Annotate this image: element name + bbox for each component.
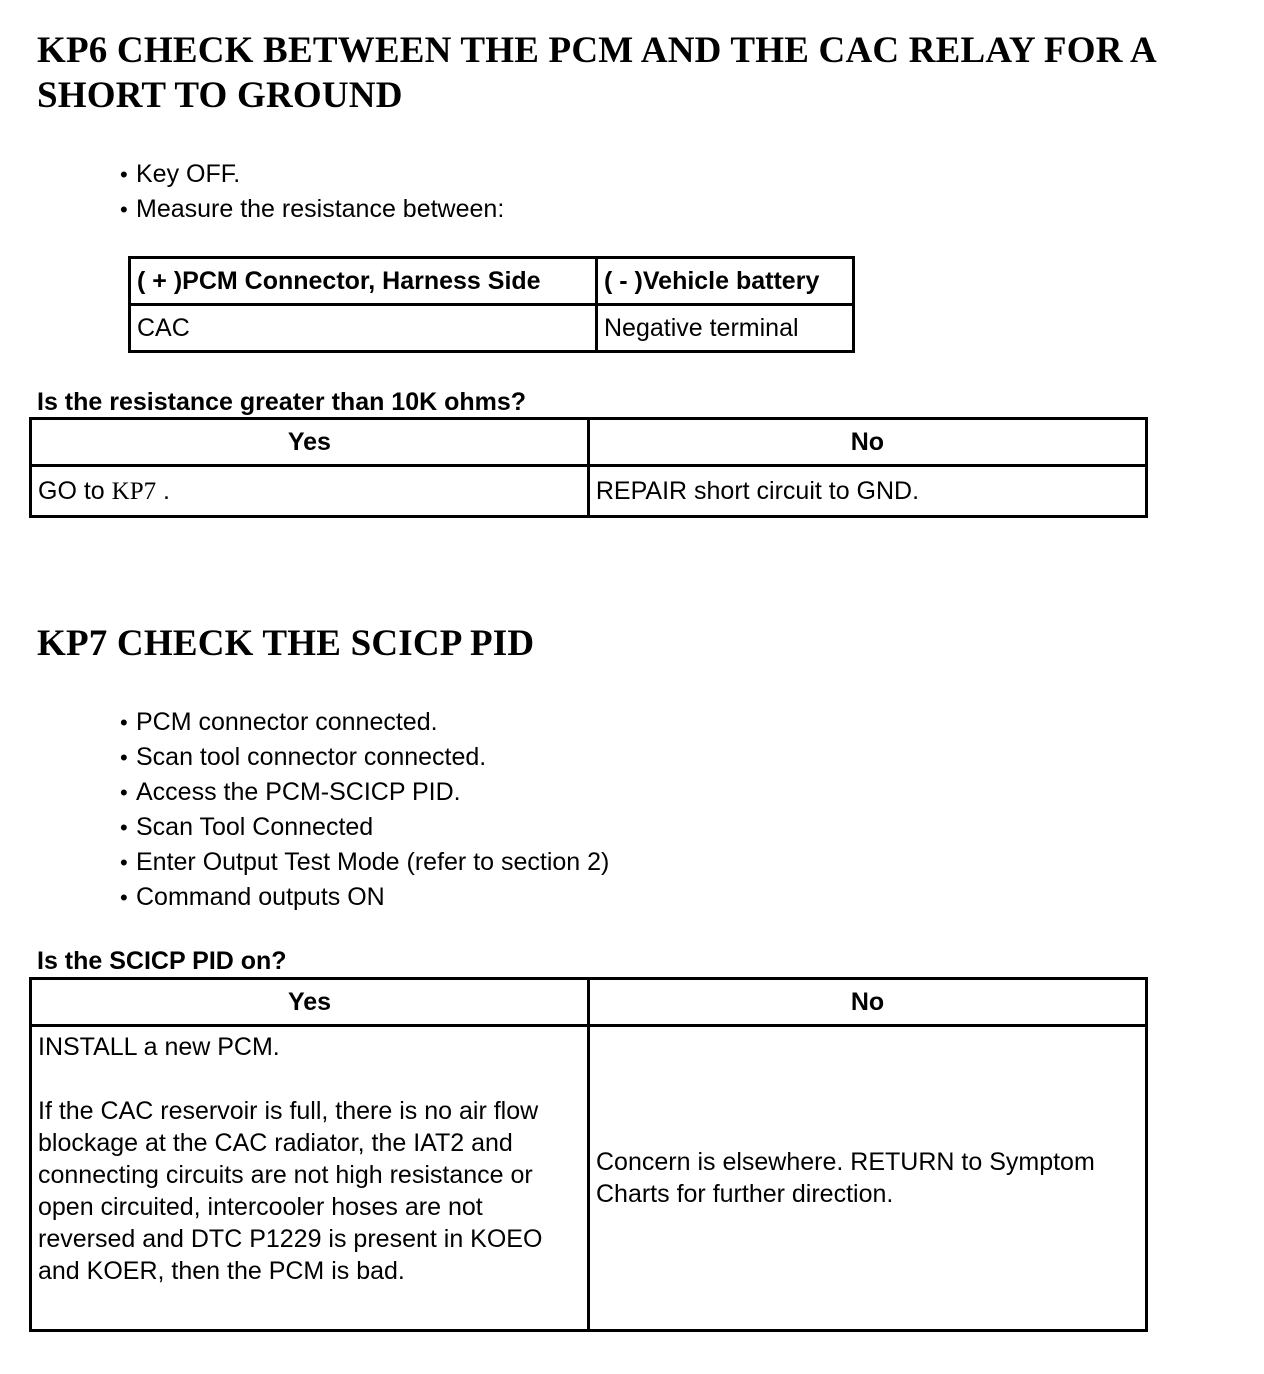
kp6-step: • Measure the resistance between: — [120, 192, 504, 227]
kp7-yes-explanation: If the CAC reservoir is full, there is no air flow blockage at the CAC radiator, the IAT2 and connecting circuits are not high resistance or open circuited, intercooler hoses are not reversed and DTC P1229 is present in KOEO and KOER, then the PCM is bad. — [38, 1097, 543, 1285]
kp7-step: • Command outputs ON — [120, 880, 609, 915]
kp6-step: • Key OFF. — [120, 157, 504, 192]
kp7-result-row — [31, 1026, 1147, 1331]
measure-cell-pcm: CAC — [130, 305, 597, 352]
kp6-yes-cell — [31, 466, 589, 517]
kp7-link[interactable]: KP7 — [111, 477, 157, 505]
kp7-no-cell: Concern is elsewhere. RETURN to Symptom Charts for further direction. — [589, 1026, 1147, 1331]
kp7-step: • PCM connector connected. — [120, 705, 609, 740]
kp7-step: • Scan tool connector connected. — [120, 740, 609, 775]
kp7-step: • Enter Output Test Mode (refer to section 2) — [120, 845, 609, 880]
kp6-yes-header: Yes — [31, 419, 589, 466]
measure-table — [128, 256, 855, 353]
kp6-no-cell: REPAIR short circuit to GND. — [588, 466, 1146, 517]
kp6-result-table — [29, 417, 1148, 518]
kp6-result-row — [31, 466, 1147, 517]
kp7-result-header-row — [31, 979, 1147, 1026]
kp7-step: • Access the PCM-SCICP PID. — [120, 775, 609, 810]
kp6-question: Is the resistance greater than 10K ohms? — [37, 388, 527, 416]
kp6-title: KP6 CHECK BETWEEN THE PCM AND THE CAC RELAY FOR A SHORT TO GROUND — [37, 30, 1155, 116]
kp7-steps — [120, 705, 609, 915]
measure-cell-battery: Negative terminal — [597, 305, 854, 352]
measure-header-pcm: ( + )PCM Connector, Harness Side — [130, 258, 597, 305]
kp6-yes-prefix: GO to — [38, 476, 112, 505]
kp7-title: KP7 CHECK THE SCICP PID — [37, 623, 535, 664]
kp6-result-header-row — [31, 419, 1147, 466]
kp7-yes-header: Yes — [31, 979, 589, 1026]
measure-row — [130, 305, 854, 352]
kp7-yes-action: INSTALL a new PCM. — [38, 1033, 280, 1061]
kp6-yes-suffix: . — [156, 476, 171, 505]
measure-header-battery: ( - )Vehicle battery — [597, 258, 854, 305]
measure-header-row — [130, 258, 854, 305]
kp7-result-table — [29, 977, 1148, 1332]
kp7-question: Is the SCICP PID on? — [37, 947, 287, 975]
kp7-step: • Scan Tool Connected — [120, 810, 609, 845]
kp7-yes-cell — [31, 1026, 589, 1331]
kp6-steps — [120, 157, 504, 227]
kp7-no-header: No — [589, 979, 1147, 1026]
kp6-no-header: No — [588, 419, 1146, 466]
